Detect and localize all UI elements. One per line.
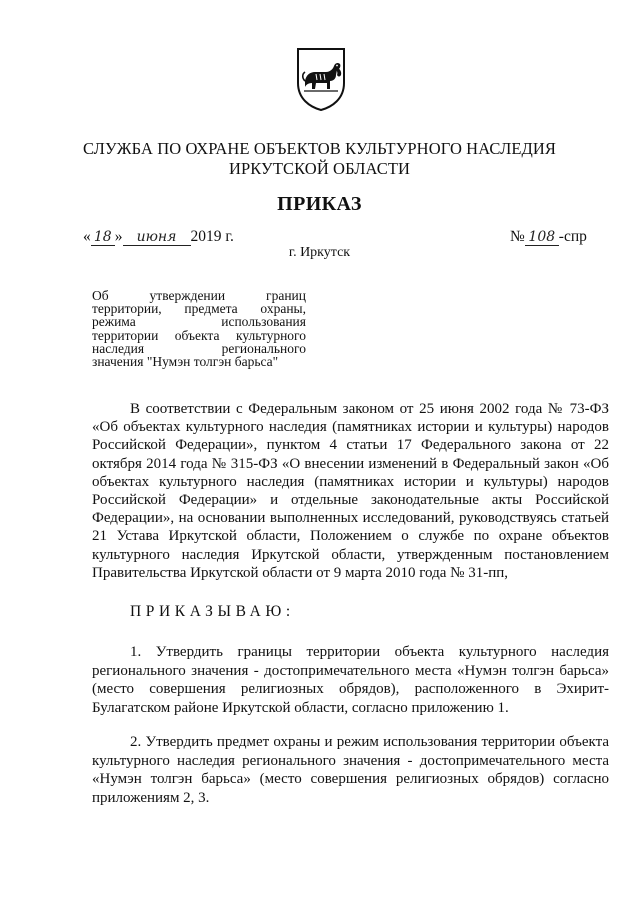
date-close-quote: »	[114, 228, 123, 245]
document-title: ПРИКАЗ	[277, 193, 362, 215]
date-open-quote: «	[83, 228, 91, 245]
organization-name-line-2: ИРКУТСКОЙ ОБЛАСТИ	[228, 159, 411, 178]
organization-name-line-1: СЛУЖБА ПО ОХРАНЕ ОБЪЕКТОВ КУЛЬТУРНОГО НАСЛЕДИЯ	[82, 139, 557, 158]
subject-block	[92, 289, 306, 368]
document-date	[83, 228, 234, 246]
document-number	[510, 228, 587, 246]
subject-line: режима использования	[92, 314, 306, 330]
subject-line: значения "Нумэн толгэн барьса"	[92, 354, 279, 370]
order-item-2	[92, 733, 609, 807]
order-item-text: 1. Утвердить границы территории объекта культурного наследия регионального значения - достопримечательного места «Нумэн толгэн барьса» (место совершения религиозных обрядов), расположенного в Эхирит-Булагатском районе Иркутской области, согласно приложению 1.	[92, 644, 609, 716]
subject-line: Об утверждении границ	[92, 288, 306, 303]
order-item-text: 2. Утвердить предмет охраны и режим использования территории объекта культурного наследия регионального значения - достопримечательного места «Нумэн толгэн барьса» (место совершения религиозных обрядов) согласно приложениям 2, 3.	[92, 734, 609, 806]
date-year: 2019 г.	[190, 228, 234, 245]
order-word: ПРИКАЗЫВАЮ:	[130, 603, 295, 620]
number-prefix: №	[510, 228, 525, 245]
city: г. Иркутск	[288, 245, 351, 260]
subject-line: территории, предмета охраны,	[92, 301, 306, 317]
subject-line: наследия регионального	[92, 340, 306, 356]
date-day: 18	[91, 229, 115, 246]
date-month: июня	[123, 229, 191, 246]
preamble	[92, 400, 609, 582]
preamble-paragraph: В соответствии с Федеральным законом от 25 июня 2002 года № 73-ФЗ «Об объектах культурного наследия (памятниках истории и культуры) народов Российской Федерации», пунктом 4 статьи 17 Федерального закона от 22 октября 2014 года № 315-ФЗ «О внесении изменений в Федеральный закон «Об объектах культурного наследия (памятниках истории и культуры) народов Российской Федерации» и отдельные законодательные акты Российской Федерации», на основании выполненных исследований, руководствуясь статьей 21 Устава Иркутской области, Положением о службе по охране объектов культурного наследия Иркутской области, утвержденным постановлением Правительства Иркутской области от 9 марта 2010 года № 31-пп,	[92, 401, 609, 581]
number-value: 108	[525, 229, 559, 246]
number-suffix: -спр	[558, 228, 587, 245]
subject-line: территории объекта культурного	[92, 327, 306, 343]
coat-of-arms-icon	[296, 47, 346, 111]
order-item-1	[92, 643, 609, 717]
